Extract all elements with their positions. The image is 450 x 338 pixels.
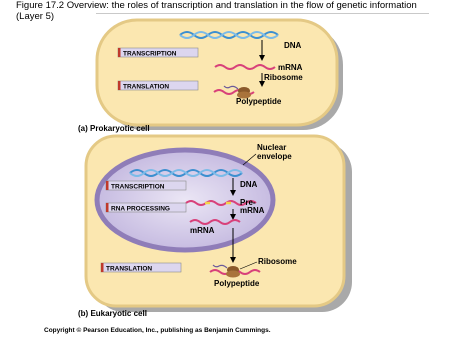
eukaryotic-cell [78, 136, 352, 318]
eukaryotic-translation-box [101, 263, 181, 273]
eukaryotic-polypeptide-label: Polypeptide [214, 279, 260, 288]
eukaryotic-transcription-box [106, 181, 186, 191]
prokaryotic-transcription-box [118, 48, 198, 58]
prokaryotic-translation-box [118, 81, 198, 91]
eukaryotic-mrna-label: mRNA [190, 226, 215, 235]
eukaryotic-dna-label: DNA [240, 180, 258, 189]
prokaryotic-cell [78, 20, 343, 133]
nuclear-envelope-label-line1: Nuclear [257, 143, 287, 152]
copyright-notice: Copyright © Pearson Education, Inc., publishing as Benjamin Cummings. [44, 327, 271, 334]
eukaryotic-transcription-text: TRANSCRIPTION [111, 183, 165, 191]
prokaryotic-cell-caption: (a) Prokaryotic cell [78, 124, 150, 133]
pre-mrna-label-line2: mRNA [240, 206, 265, 215]
prokaryotic-mrna-label: mRNA [278, 63, 303, 72]
eukaryotic-cell-caption: (b) Eukaryotic cell [78, 309, 147, 318]
slide-title: Figure 17.2 Overview: the roles of transcription and translation in the flow of genetic information (Layer 5) [16, 0, 417, 22]
prokaryotic-polypeptide-label: Polypeptide [236, 97, 282, 106]
rna-processing-box [106, 203, 186, 213]
eukaryotic-translation-text: TRANSLATION [106, 265, 153, 273]
prokaryotic-dna-label: DNA [284, 41, 302, 50]
prokaryotic-ribosome-label: Ribosome [264, 73, 303, 82]
prokaryotic-transcription-text: TRANSCRIPTION [123, 50, 177, 58]
pre-mrna-label-line1: Pre- [240, 198, 256, 207]
nuclear-envelope-label-line2: envelope [257, 152, 292, 161]
rna-processing-text: RNA PROCESSING [111, 205, 170, 213]
eukaryotic-ribosome-label: Ribosome [258, 257, 297, 266]
prokaryotic-translation-text: TRANSLATION [123, 83, 170, 91]
